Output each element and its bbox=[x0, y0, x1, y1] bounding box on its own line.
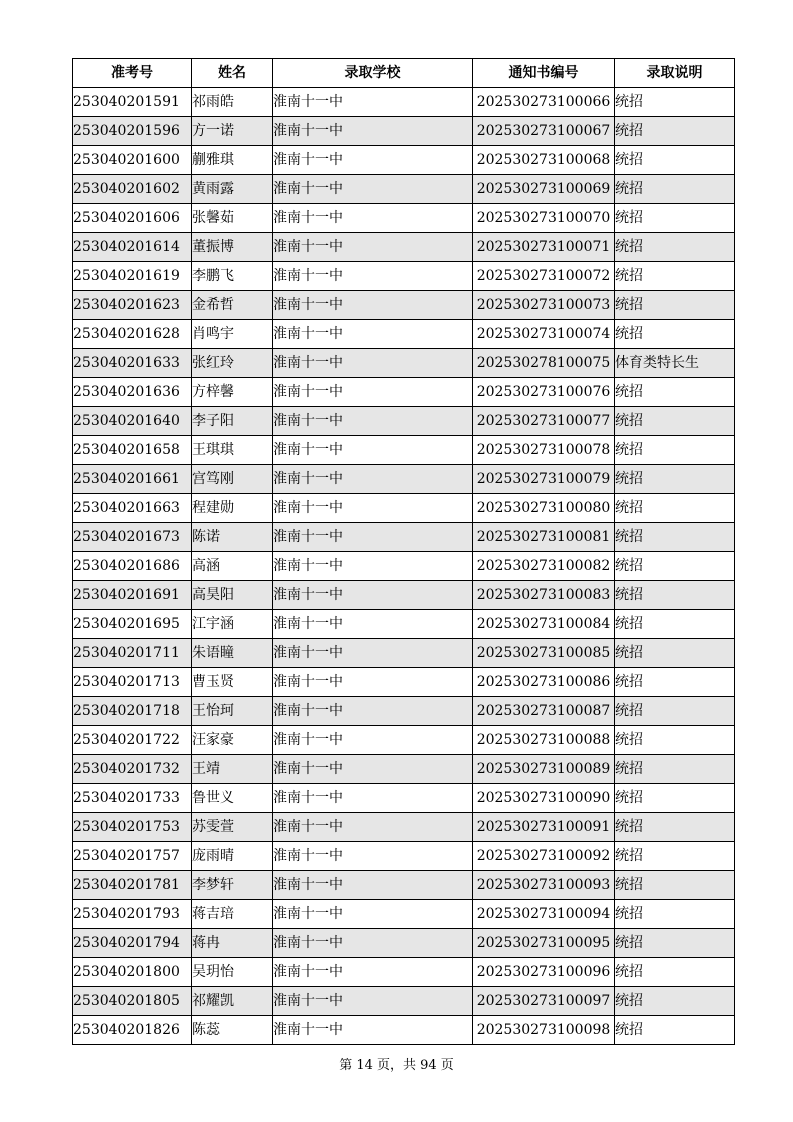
exam-number-cell: 253040201793 bbox=[73, 900, 192, 929]
notice-number-cell: 202530273100096 bbox=[473, 958, 615, 987]
name-cell: 程建勋 bbox=[192, 494, 273, 523]
school-cell: 淮南十一中 bbox=[273, 494, 473, 523]
table-row bbox=[73, 929, 735, 958]
admission-note-cell: 统招 bbox=[615, 784, 735, 813]
header-name: 姓名 bbox=[192, 59, 273, 88]
school-cell: 淮南十一中 bbox=[273, 204, 473, 233]
notice-number-cell: 202530273100093 bbox=[473, 871, 615, 900]
admission-note-cell: 统招 bbox=[615, 929, 735, 958]
table-row bbox=[73, 233, 735, 262]
notice-number-cell: 202530273100086 bbox=[473, 668, 615, 697]
table-row bbox=[73, 726, 735, 755]
admission-note-cell: 统招 bbox=[615, 204, 735, 233]
school-cell: 淮南十一中 bbox=[273, 755, 473, 784]
admission-note-cell: 统招 bbox=[615, 871, 735, 900]
school-cell: 淮南十一中 bbox=[273, 610, 473, 639]
school-cell: 淮南十一中 bbox=[273, 523, 473, 552]
notice-number-cell: 202530273100080 bbox=[473, 494, 615, 523]
exam-number-cell: 253040201794 bbox=[73, 929, 192, 958]
table-row bbox=[73, 1016, 735, 1045]
name-cell: 庞雨晴 bbox=[192, 842, 273, 871]
notice-number-cell: 202530273100098 bbox=[473, 1016, 615, 1045]
name-cell: 金希哲 bbox=[192, 291, 273, 320]
table-row bbox=[73, 436, 735, 465]
school-cell: 淮南十一中 bbox=[273, 929, 473, 958]
table-row bbox=[73, 262, 735, 291]
notice-number-cell: 202530273100082 bbox=[473, 552, 615, 581]
table-row bbox=[73, 813, 735, 842]
exam-number-cell: 253040201753 bbox=[73, 813, 192, 842]
exam-number-cell: 253040201633 bbox=[73, 349, 192, 378]
school-cell: 淮南十一中 bbox=[273, 697, 473, 726]
admission-note-cell: 统招 bbox=[615, 117, 735, 146]
table-row bbox=[73, 291, 735, 320]
school-cell: 淮南十一中 bbox=[273, 117, 473, 146]
exam-number-cell: 253040201623 bbox=[73, 291, 192, 320]
table-row bbox=[73, 175, 735, 204]
name-cell: 李鹏飞 bbox=[192, 262, 273, 291]
exam-number-cell: 253040201695 bbox=[73, 610, 192, 639]
notice-number-cell: 202530273100071 bbox=[473, 233, 615, 262]
school-cell: 淮南十一中 bbox=[273, 958, 473, 987]
name-cell: 汪家豪 bbox=[192, 726, 273, 755]
school-cell: 淮南十一中 bbox=[273, 175, 473, 204]
table-row bbox=[73, 320, 735, 349]
notice-number-cell: 202530273100074 bbox=[473, 320, 615, 349]
admission-note-cell: 统招 bbox=[615, 610, 735, 639]
exam-number-cell: 253040201636 bbox=[73, 378, 192, 407]
header-admission-note: 录取说明 bbox=[615, 59, 735, 88]
admission-note-cell: 统招 bbox=[615, 552, 735, 581]
table-row bbox=[73, 204, 735, 233]
exam-number-cell: 253040201781 bbox=[73, 871, 192, 900]
name-cell: 吴玥怡 bbox=[192, 958, 273, 987]
exam-number-cell: 253040201600 bbox=[73, 146, 192, 175]
exam-number-cell: 253040201596 bbox=[73, 117, 192, 146]
admission-note-cell: 统招 bbox=[615, 842, 735, 871]
exam-number-cell: 253040201757 bbox=[73, 842, 192, 871]
admission-note-cell: 统招 bbox=[615, 436, 735, 465]
school-cell: 淮南十一中 bbox=[273, 291, 473, 320]
table-row bbox=[73, 349, 735, 378]
admission-note-cell: 统招 bbox=[615, 233, 735, 262]
header-exam-number: 准考号 bbox=[73, 59, 192, 88]
notice-number-cell: 202530273100094 bbox=[473, 900, 615, 929]
name-cell: 陈蕊 bbox=[192, 1016, 273, 1045]
name-cell: 方一诺 bbox=[192, 117, 273, 146]
exam-number-cell: 253040201606 bbox=[73, 204, 192, 233]
notice-number-cell: 202530273100073 bbox=[473, 291, 615, 320]
exam-number-cell: 253040201805 bbox=[73, 987, 192, 1016]
school-cell: 淮南十一中 bbox=[273, 813, 473, 842]
table-row bbox=[73, 552, 735, 581]
page-footer: 第 14 页，共 94 页 bbox=[339, 1058, 454, 1073]
name-cell: 蒋冉 bbox=[192, 929, 273, 958]
exam-number-cell: 253040201640 bbox=[73, 407, 192, 436]
school-cell: 淮南十一中 bbox=[273, 349, 473, 378]
notice-number-cell: 202530273100087 bbox=[473, 697, 615, 726]
name-cell: 蒋吉琣 bbox=[192, 900, 273, 929]
exam-number-cell: 253040201733 bbox=[73, 784, 192, 813]
school-cell: 淮南十一中 bbox=[273, 871, 473, 900]
name-cell: 高涵 bbox=[192, 552, 273, 581]
table-row bbox=[73, 523, 735, 552]
exam-number-cell: 253040201673 bbox=[73, 523, 192, 552]
table-row bbox=[73, 871, 735, 900]
name-cell: 陈诺 bbox=[192, 523, 273, 552]
name-cell: 高昊阳 bbox=[192, 581, 273, 610]
name-cell: 张红玲 bbox=[192, 349, 273, 378]
school-cell: 淮南十一中 bbox=[273, 88, 473, 117]
exam-number-cell: 253040201691 bbox=[73, 581, 192, 610]
table-row bbox=[73, 494, 735, 523]
notice-number-cell: 202530273100084 bbox=[473, 610, 615, 639]
school-cell: 淮南十一中 bbox=[273, 146, 473, 175]
notice-number-cell: 202530273100069 bbox=[473, 175, 615, 204]
exam-number-cell: 253040201732 bbox=[73, 755, 192, 784]
name-cell: 宫笃刚 bbox=[192, 465, 273, 494]
school-cell: 淮南十一中 bbox=[273, 233, 473, 262]
table-body bbox=[73, 88, 735, 1045]
admission-note-cell: 统招 bbox=[615, 697, 735, 726]
name-cell: 祁雨皓 bbox=[192, 88, 273, 117]
school-cell: 淮南十一中 bbox=[273, 668, 473, 697]
name-cell: 江宇涵 bbox=[192, 610, 273, 639]
notice-number-cell: 202530273100070 bbox=[473, 204, 615, 233]
admission-note-cell: 统招 bbox=[615, 581, 735, 610]
admission-note-cell: 统招 bbox=[615, 900, 735, 929]
header-school: 录取学校 bbox=[273, 59, 473, 88]
admission-note-cell: 统招 bbox=[615, 1016, 735, 1045]
school-cell: 淮南十一中 bbox=[273, 320, 473, 349]
exam-number-cell: 253040201713 bbox=[73, 668, 192, 697]
school-cell: 淮南十一中 bbox=[273, 436, 473, 465]
exam-number-cell: 253040201628 bbox=[73, 320, 192, 349]
table-row bbox=[73, 407, 735, 436]
name-cell: 肖鸣宇 bbox=[192, 320, 273, 349]
header-notice-number: 通知书编号 bbox=[473, 59, 615, 88]
admission-note-cell: 统招 bbox=[615, 668, 735, 697]
admission-note-cell: 统招 bbox=[615, 175, 735, 204]
admission-note-cell: 统招 bbox=[615, 813, 735, 842]
admission-note-cell: 统招 bbox=[615, 262, 735, 291]
admission-note-cell: 统招 bbox=[615, 465, 735, 494]
school-cell: 淮南十一中 bbox=[273, 262, 473, 291]
notice-number-cell: 202530273100077 bbox=[473, 407, 615, 436]
exam-number-cell: 253040201663 bbox=[73, 494, 192, 523]
admission-note-cell: 统招 bbox=[615, 291, 735, 320]
exam-number-cell: 253040201602 bbox=[73, 175, 192, 204]
admission-note-cell: 统招 bbox=[615, 88, 735, 117]
name-cell: 董振博 bbox=[192, 233, 273, 262]
name-cell: 苏雯萱 bbox=[192, 813, 273, 842]
notice-number-cell: 202530273100088 bbox=[473, 726, 615, 755]
table-row bbox=[73, 987, 735, 1016]
admission-note-cell: 统招 bbox=[615, 958, 735, 987]
school-cell: 淮南十一中 bbox=[273, 987, 473, 1016]
admission-note-cell: 统招 bbox=[615, 755, 735, 784]
notice-number-cell: 202530273100095 bbox=[473, 929, 615, 958]
table-row bbox=[73, 900, 735, 929]
school-cell: 淮南十一中 bbox=[273, 900, 473, 929]
name-cell: 王靖 bbox=[192, 755, 273, 784]
notice-number-cell: 202530273100097 bbox=[473, 987, 615, 1016]
admission-note-cell: 统招 bbox=[615, 146, 735, 175]
table-row bbox=[73, 117, 735, 146]
notice-number-cell: 202530273100090 bbox=[473, 784, 615, 813]
table-header-row bbox=[73, 59, 735, 88]
school-cell: 淮南十一中 bbox=[273, 378, 473, 407]
exam-number-cell: 253040201800 bbox=[73, 958, 192, 987]
admission-note-cell: 统招 bbox=[615, 726, 735, 755]
name-cell: 方梓馨 bbox=[192, 378, 273, 407]
school-cell: 淮南十一中 bbox=[273, 581, 473, 610]
name-cell: 祁耀凯 bbox=[192, 987, 273, 1016]
table-row bbox=[73, 146, 735, 175]
name-cell: 王琪琪 bbox=[192, 436, 273, 465]
school-cell: 淮南十一中 bbox=[273, 552, 473, 581]
exam-number-cell: 253040201718 bbox=[73, 697, 192, 726]
table-row bbox=[73, 639, 735, 668]
notice-number-cell: 202530273100085 bbox=[473, 639, 615, 668]
admission-note-cell: 统招 bbox=[615, 378, 735, 407]
table-row bbox=[73, 610, 735, 639]
notice-number-cell: 202530273100076 bbox=[473, 378, 615, 407]
table-row bbox=[73, 668, 735, 697]
exam-number-cell: 253040201614 bbox=[73, 233, 192, 262]
school-cell: 淮南十一中 bbox=[273, 726, 473, 755]
notice-number-cell: 202530273100092 bbox=[473, 842, 615, 871]
name-cell: 张馨茹 bbox=[192, 204, 273, 233]
notice-number-cell: 202530273100067 bbox=[473, 117, 615, 146]
notice-number-cell: 202530273100072 bbox=[473, 262, 615, 291]
notice-number-cell: 202530273100083 bbox=[473, 581, 615, 610]
notice-number-cell: 202530273100091 bbox=[473, 813, 615, 842]
table-row bbox=[73, 465, 735, 494]
table-row bbox=[73, 784, 735, 813]
notice-number-cell: 202530273100079 bbox=[473, 465, 615, 494]
name-cell: 王怡珂 bbox=[192, 697, 273, 726]
name-cell: 曹玉贤 bbox=[192, 668, 273, 697]
table-row bbox=[73, 88, 735, 117]
admission-note-cell: 体育类特长生 bbox=[615, 349, 735, 378]
exam-number-cell: 253040201591 bbox=[73, 88, 192, 117]
admission-note-cell: 统招 bbox=[615, 987, 735, 1016]
admission-note-cell: 统招 bbox=[615, 523, 735, 552]
exam-number-cell: 253040201826 bbox=[73, 1016, 192, 1045]
exam-number-cell: 253040201619 bbox=[73, 262, 192, 291]
exam-number-cell: 253040201686 bbox=[73, 552, 192, 581]
table-row bbox=[73, 697, 735, 726]
exam-number-cell: 253040201722 bbox=[73, 726, 192, 755]
admission-note-cell: 统招 bbox=[615, 320, 735, 349]
admission-note-cell: 统招 bbox=[615, 494, 735, 523]
school-cell: 淮南十一中 bbox=[273, 407, 473, 436]
name-cell: 黄雨露 bbox=[192, 175, 273, 204]
admission-note-cell: 统招 bbox=[615, 407, 735, 436]
admission-table bbox=[72, 58, 735, 1045]
school-cell: 淮南十一中 bbox=[273, 465, 473, 494]
exam-number-cell: 253040201711 bbox=[73, 639, 192, 668]
table-row bbox=[73, 581, 735, 610]
name-cell: 蒯雅琪 bbox=[192, 146, 273, 175]
notice-number-cell: 202530273100078 bbox=[473, 436, 615, 465]
notice-number-cell: 202530278100075 bbox=[473, 349, 615, 378]
notice-number-cell: 202530273100066 bbox=[473, 88, 615, 117]
notice-number-cell: 202530273100068 bbox=[473, 146, 615, 175]
exam-number-cell: 253040201661 bbox=[73, 465, 192, 494]
table-row bbox=[73, 755, 735, 784]
school-cell: 淮南十一中 bbox=[273, 784, 473, 813]
name-cell: 鲁世义 bbox=[192, 784, 273, 813]
name-cell: 朱语瞳 bbox=[192, 639, 273, 668]
admission-note-cell: 统招 bbox=[615, 639, 735, 668]
name-cell: 李梦轩 bbox=[192, 871, 273, 900]
table-row bbox=[73, 842, 735, 871]
table-row bbox=[73, 958, 735, 987]
exam-number-cell: 253040201658 bbox=[73, 436, 192, 465]
school-cell: 淮南十一中 bbox=[273, 639, 473, 668]
name-cell: 李子阳 bbox=[192, 407, 273, 436]
notice-number-cell: 202530273100081 bbox=[473, 523, 615, 552]
notice-number-cell: 202530273100089 bbox=[473, 755, 615, 784]
table-row bbox=[73, 378, 735, 407]
school-cell: 淮南十一中 bbox=[273, 1016, 473, 1045]
school-cell: 淮南十一中 bbox=[273, 842, 473, 871]
